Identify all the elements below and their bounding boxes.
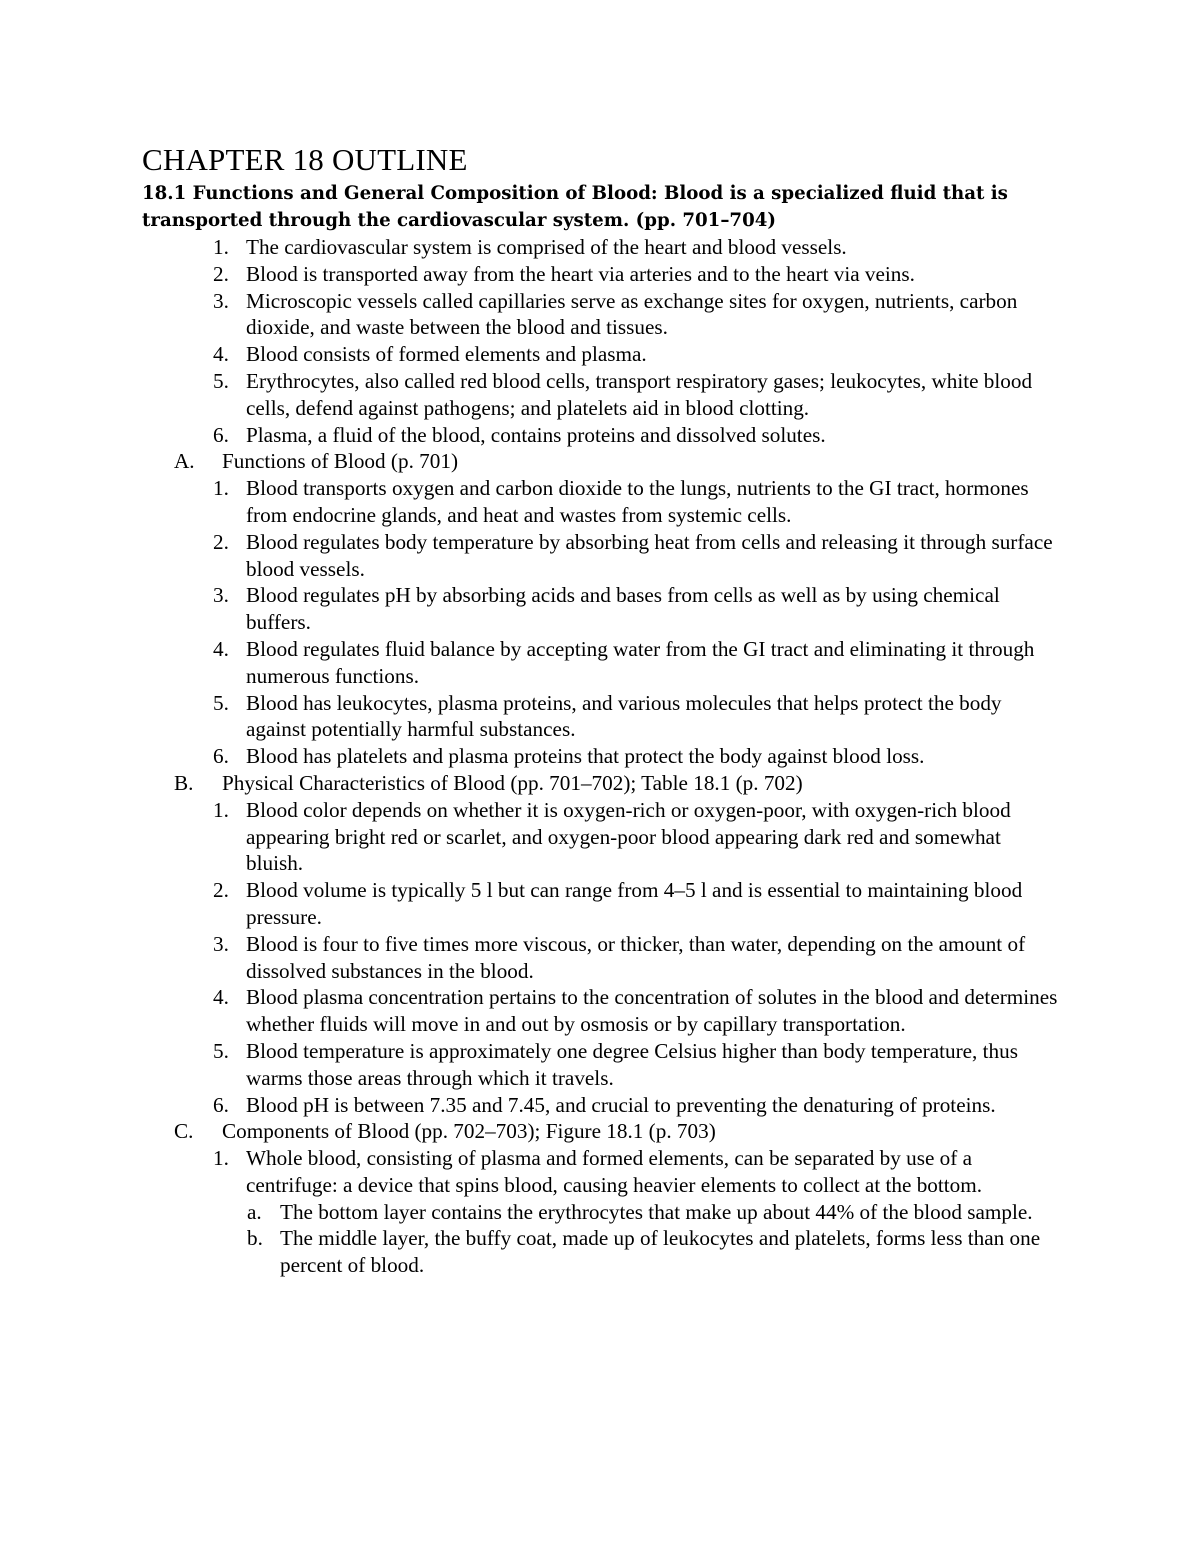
list-item xyxy=(142,475,1062,529)
list-item xyxy=(142,261,1062,288)
list-number: 4. xyxy=(213,636,229,661)
list-number: 4. xyxy=(213,985,229,1010)
list-item xyxy=(142,743,1062,770)
list-number: 3. xyxy=(213,583,229,608)
list-item-text: Blood pH is between 7.35 and 7.45, and crucial to preventing the denaturing of proteins. xyxy=(246,1092,996,1117)
list-number: 3. xyxy=(213,288,229,313)
list-item xyxy=(142,234,1062,261)
intro-list xyxy=(142,234,1062,1279)
section-heading: 18.1 Functions and General Composition of Blood: Blood is a specialized fluid that is transported through the cardiovascular system. (pp. 701–704) xyxy=(142,183,1008,231)
list-item-text: Blood transports oxygen and carbon dioxide to the lungs, nutrients to the GI tract, hormones from endocrine glands, and heat and wastes from systemic cells. xyxy=(246,476,1029,527)
list-number: 6. xyxy=(213,1092,229,1117)
list-letter: b. xyxy=(247,1226,263,1251)
list-item xyxy=(142,984,1062,1038)
subsection-c-heading xyxy=(142,1118,1062,1145)
list-number: 5. xyxy=(213,690,229,715)
list-item-text: Blood volume is typically 5 l but can range from 4–5 l and is essential to maintaining blood pressure. xyxy=(246,878,1023,929)
list-item xyxy=(142,1038,1062,1092)
list-item-text: Blood consists of formed elements and plasma. xyxy=(246,342,647,367)
list-number: 2. xyxy=(213,878,229,903)
list-number: 2. xyxy=(213,529,229,554)
list-number: 1. xyxy=(213,235,229,259)
list-item xyxy=(142,422,1062,449)
list-letter: a. xyxy=(247,1199,262,1224)
list-item-text: Blood plasma concentration pertains to the concentration of solutes in the blood and determines whether fluids will move in and out by osmosis or by capillary transportation. xyxy=(246,985,1058,1037)
list-item xyxy=(142,877,1062,931)
list-number: 2. xyxy=(213,261,229,286)
list-item-text: Blood regulates body temperature by absorbing heat from cells and releasing it through surface blood vessels. xyxy=(246,529,1053,581)
list-item-text: Blood has leukocytes, plasma proteins, and various molecules that helps protect the body against potentially harmful substances. xyxy=(246,690,1002,742)
list-sub-item xyxy=(142,1199,1062,1226)
list-item xyxy=(142,1145,1062,1199)
list-item-text: Blood is four to five times more viscous, or thicker, than water, depending on the amount of dissolved substances in the blood. xyxy=(246,931,1026,983)
subsection-title: Components of Blood (pp. 702–703); Figure 18.1 (p. 703) xyxy=(222,1119,716,1144)
subsection-title: Physical Characteristics of Blood (pp. 701–702); Table 18.1 (p. 702) xyxy=(222,770,803,795)
list-number: 1. xyxy=(213,1146,229,1171)
list-item xyxy=(142,529,1062,583)
chapter-title: CHAPTER 18 OUTLINE xyxy=(142,142,468,177)
list-number: 1. xyxy=(213,797,229,822)
list-item xyxy=(142,582,1062,636)
list-number: 3. xyxy=(213,931,229,956)
list-item-text: Blood regulates fluid balance by accepting water from the GI tract and eliminating it through numerous functions. xyxy=(246,636,1035,688)
list-item xyxy=(142,690,1062,744)
list-item-text: Blood is transported away from the heart via arteries and to the heart via veins. xyxy=(246,261,915,286)
list-item-text: Whole blood, consisting of plasma and formed elements, can be separated by use of a centrifuge: a device that spins blood, causing heavier elements to collect at the bottom. xyxy=(246,1146,983,1197)
list-number: 5. xyxy=(213,1038,229,1063)
list-number: 5. xyxy=(213,368,229,393)
list-item-text: The middle layer, the buffy coat, made up of leukocytes and platelets, forms less than one percent of blood. xyxy=(280,1226,1041,1278)
list-item-text: The cardiovascular system is comprised of the heart and blood vessels. xyxy=(246,235,847,259)
list-item xyxy=(142,797,1062,877)
subsection-letter: A. xyxy=(174,449,195,474)
list-item xyxy=(142,341,1062,368)
document-page xyxy=(142,140,1062,1279)
subsection-letter: B. xyxy=(174,770,194,795)
list-item xyxy=(142,368,1062,422)
list-number: 1. xyxy=(213,476,229,501)
subsection-title: Functions of Blood (p. 701) xyxy=(222,449,459,474)
list-item-text: Plasma, a fluid of the blood, contains proteins and dissolved solutes. xyxy=(246,422,826,447)
list-number: 6. xyxy=(213,744,229,769)
list-item-text: Microscopic vessels called capillaries serve as exchange sites for oxygen, nutrients, carbon dioxide, and waste between the blood and tissues. xyxy=(246,288,1018,340)
subsection-letter: C. xyxy=(174,1119,194,1144)
list-item xyxy=(142,288,1062,342)
list-item-text: Erythrocytes, also called red blood cells, transport respiratory gases; leukocytes, white blood cells, defend against pathogens; and platelets aid in blood clotting. xyxy=(246,368,1033,420)
list-number: 6. xyxy=(213,422,229,447)
list-item-text: Blood temperature is approximately one degree Celsius higher than body temperature, thus warms those areas through which it travels. xyxy=(246,1038,1018,1090)
list-item xyxy=(142,931,1062,985)
list-item-text: Blood color depends on whether it is oxygen-rich or oxygen-poor, with oxygen-rich blood appearing bright red or scarlet, and oxygen-poor blood appearing dark red and somewhat bluish. xyxy=(246,797,1011,876)
list-item xyxy=(142,1092,1062,1119)
list-sub-item xyxy=(142,1225,1062,1279)
list-item-text: Blood regulates pH by absorbing acids and bases from cells as well as by using chemical buffers. xyxy=(246,583,1000,635)
list-number: 4. xyxy=(213,342,229,367)
subsection-b-heading xyxy=(142,770,1062,797)
subsection-a-heading xyxy=(142,448,1062,475)
list-item-text: The bottom layer contains the erythrocytes that make up about 44% of the blood sample. xyxy=(280,1199,1033,1224)
list-item xyxy=(142,636,1062,690)
list-item-text: Blood has platelets and plasma proteins that protect the body against blood loss. xyxy=(246,744,925,769)
